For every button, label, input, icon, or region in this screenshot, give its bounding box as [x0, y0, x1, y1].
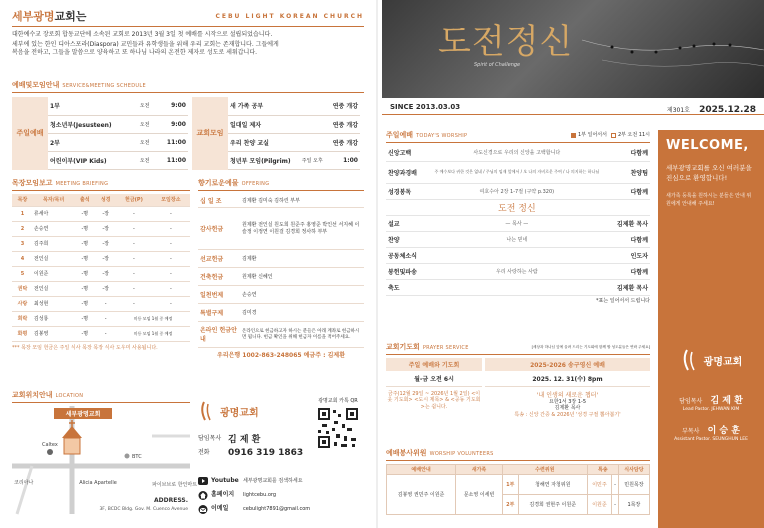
briefing-section: [12, 178, 190, 351]
schedule-title: 예배및모임안내: [12, 81, 60, 89]
worship-label: 주일예배: [12, 97, 48, 170]
location-section: [12, 390, 198, 514]
address-text: 3F, BCDC Bldg. Gov. M. Cuenco Avenue: [99, 507, 188, 512]
contact-links: [198, 474, 364, 516]
briefing-title: 목장모임보고: [12, 179, 53, 187]
briefing-table: [12, 194, 190, 342]
briefing-row: 권탁 전인실 -명 -장 - -: [12, 281, 190, 296]
link-label: 홈페이지: [211, 491, 235, 499]
contact-section: [198, 394, 364, 524]
briefing-header: 목장 목자/목녀 출석 성경 헌금(P) 모임장소: [12, 194, 190, 206]
legend-swatch-icon: [611, 133, 616, 138]
cover-image: [382, 0, 764, 98]
cover-title: 도전정신: [438, 22, 574, 62]
volunteer-row: 2부 김경희 권현주 이원준 이원준 - 1목장: [387, 495, 650, 515]
church-intro: [12, 8, 364, 56]
legend-item: 2부 오전 11시: [617, 131, 650, 138]
caltex-marker-icon: [47, 449, 53, 455]
welcome-panel: [658, 130, 764, 528]
map-label: Alicia Apartelle: [79, 480, 117, 486]
offering-section: [198, 178, 364, 359]
prayer-box-line: 김제환 목사: [554, 405, 581, 412]
meeting-row: 청년부 모임(Pilgrim) 주일 오후 1:00: [228, 151, 360, 169]
email-link[interactable]: [198, 502, 364, 516]
meeting-table: [228, 97, 360, 170]
welcome-assoc-name: 이 승 훈: [707, 426, 740, 437]
volunteer-header: 예배안내 새가족 수련위원 특송 식사담당: [387, 465, 650, 475]
church-title-name: 세부광명: [12, 10, 55, 23]
welcome-title: WELCOME,: [666, 138, 749, 153]
meeting-row: 일대일 제자 연중 개강: [228, 115, 360, 133]
welcome-pastor-label: 담임목사: [679, 398, 703, 406]
prayer-title-en: PRAYER SERVICE: [422, 345, 469, 351]
intro-line: 복음을 전하고, 그들을 말씀으로 양육하고 또 하나님 나라의 온전한 제자로 성도로 세워갑니다.: [12, 48, 258, 56]
map-label: 파이브브로 한인마트: [152, 482, 198, 488]
schedule-section: [12, 80, 364, 170]
briefing-row: 3 김주희 -명 -장 - -: [12, 236, 190, 251]
briefing-title-en: MEETING BRIEFING: [55, 181, 109, 187]
briefing-row: 2 손승연 -명 -장 - -: [12, 221, 190, 236]
meeting-row: 우리 찬양 교실 연중 개강: [228, 133, 360, 151]
prayer-box-title: 2025-2026 송구영신 예배: [485, 358, 650, 371]
prayer-box-daily: [386, 358, 482, 418]
map-label: Caltex: [42, 442, 58, 448]
order-title: 주일예배: [386, 131, 414, 139]
worship-row: 어린이부(VIP Kids) 오전 11:00: [48, 151, 188, 169]
worship-row: 1부 오전 9:00: [48, 97, 188, 115]
briefing-row: 화평 김봉영 -명 - 미등 모임 1월 중 예정: [12, 326, 190, 341]
prayer-box-heading: '내 인생의 새로운 챕터': [536, 392, 599, 399]
order-row: 신앙고백 사도신경으로 우리의 신앙을 고백합니다 다함께: [386, 145, 650, 161]
prayer-box-title: 주일 예배와 기도회: [386, 358, 482, 371]
order-row: 도전 정신: [386, 199, 650, 215]
briefing-note: *** 목장 모임 헌금은 주일 식사 목장 목장 식사 도우미 사용됩니다.: [12, 344, 158, 351]
link-label: Youtube: [211, 477, 239, 485]
location-map[interactable]: [12, 406, 198, 514]
youtube-link[interactable]: [198, 474, 364, 488]
homepage-link[interactable]: [198, 488, 364, 502]
since-date: SINCE 2013.03.03: [390, 102, 461, 111]
volunteer-row: 김봉영 권민주 이원준 문소영 이세빈 1부 청해연 자청위원 이민주 - 민원목장: [387, 475, 650, 495]
order-title-en: TODAY'S WORSHIP: [416, 133, 468, 139]
location-title: 교회위치안내: [12, 391, 53, 399]
offering-row: 특별구제 김미경: [198, 303, 364, 321]
welcome-subtext: 새가족 등록을 원하시는 분들은 안내 위원에게 안내해 주세요!: [666, 193, 752, 207]
briefing-row: 1 류세아 -명 -장 - -: [12, 206, 190, 221]
meeting-row: 새 가족 공부 연중 개강: [228, 97, 360, 115]
offering-row: 온라인 헌금안내 온라인으로 헌금하고자 하시는 분들은 아래 계좌로 헌금하시면 됩니다. 헌금 확인을 위해 헌금자 이름을 적어주세요.: [198, 321, 364, 347]
prayer-box-time: 2025. 12. 31(수) 8pm: [485, 371, 650, 387]
welcome-logo: [666, 348, 756, 372]
map-pin-text: 세부광명교회: [65, 411, 101, 418]
church-name-en: CEBU LIGHT KOREAN CHURCH: [215, 12, 364, 20]
address-label: ADDRESS.: [154, 497, 188, 504]
legend-item: 1부 일어서서: [578, 131, 607, 138]
schedule-title-en: SERVICE&MEETING SCHEDULE: [62, 83, 146, 89]
page-fold-divider: [376, 0, 378, 528]
pastor-label: 담임목사: [198, 434, 222, 442]
prayer-box-line: 특송 : 신앙 간증 & 2026년 '성경 구절 뽑아봅기': [514, 411, 621, 418]
kakao-qr-code[interactable]: [316, 406, 360, 450]
volunteer-title: 예배봉사위원: [386, 449, 427, 457]
offering-title: 향기로운예물: [198, 179, 239, 187]
prayer-title: 교회기도회: [386, 343, 420, 351]
welcome-assoc-en: Assistant Pastor. SEUNGHUN LEE: [674, 437, 748, 443]
issue-number: 제301호: [666, 107, 690, 114]
link-value: lightcebu.org: [243, 491, 277, 498]
offering-row: 건축헌금 원제환 신혜인: [198, 267, 364, 285]
btc-marker-icon: [125, 454, 130, 459]
worship-order-section: [386, 130, 650, 304]
volunteer-title-en: WORSHIP VOLUNTEERS: [429, 451, 494, 457]
welcome-pastor-name: 김 제 환: [710, 396, 743, 407]
email-icon: [198, 505, 208, 514]
prayer-box-text: 금주(12월 29일 ~ 2026년 1월 2일) <이웃 기도회> <도시 제목> & <공동 기도회>는 쉽니다.: [387, 391, 481, 410]
prayer-box-newyear: [485, 358, 650, 418]
phone-label: 전화: [198, 449, 210, 457]
welcome-text: 세부광명교회를 오신 여러분을 진심으로 환영합니다!: [666, 164, 752, 183]
volunteer-section: [386, 448, 650, 515]
order-table: [386, 145, 650, 296]
order-row: 설교 — 목사 — 김제환 목사: [386, 215, 650, 231]
location-title-en: LOCATION: [55, 393, 84, 399]
prayer-intro: [세상과 하나님 앞에 올려 드리는 기도회에 함께 할 성도분들은 연락 주세요]: [531, 344, 650, 349]
prayer-section: [386, 342, 650, 418]
worship-row: 2부 오전 11:00: [48, 133, 188, 151]
offering-table: [198, 194, 364, 348]
order-row: 축도 김제환 목사: [386, 279, 650, 295]
order-row: 찬양 나는 믿네 다함께: [386, 231, 650, 247]
church-title-suffix: 교회는: [54, 10, 87, 23]
offering-row: 감사헌금 원제환 전인실 원도희 원준주 홍영준 박인선 서지혜 이슬정 이정연 이원걸 김경희 정사하 부부: [198, 207, 364, 249]
bank-account: 우리은행 1002-863-248065 예금주 : 김제환: [217, 351, 345, 359]
worship-row: 청소년부(Jesusteen) 오전 9:00: [48, 115, 188, 133]
offering-row: 일천번제 손승연: [198, 285, 364, 303]
welcome-pastor-en: Lead Pastor. JEHWAN KIM: [682, 407, 740, 413]
phone-number[interactable]: 0916 319 1863: [228, 448, 304, 458]
briefing-row: 희락 김성룡 -명 - 미등 모임 1월 중 예정: [12, 311, 190, 326]
cover-subtitle: Spirit of Challenge: [474, 62, 521, 68]
briefing-row: 5 이원준 -명 -장 - -: [12, 266, 190, 281]
welcome-logo-text: 광명교회: [703, 356, 743, 368]
order-row: 성경봉독 여호수아 2장 1-7절 (구약 p.320) 다함께: [386, 183, 650, 199]
church-logo-icon: [680, 348, 702, 372]
map-label: BTC: [132, 454, 142, 460]
offering-row: 선교헌금 김제환: [198, 249, 364, 267]
link-label: 이메일: [211, 505, 229, 513]
youtube-icon: [198, 477, 208, 485]
meeting-label: 교회모임: [192, 97, 228, 170]
church-building-icon: [62, 420, 82, 454]
worship-table: [48, 97, 188, 170]
intro-line: 대한예수교 장로회 합동교단에 소속된 교회로 2013년 3월 3일 첫 예배를 시작으로 설립되었습니다.: [12, 31, 273, 38]
issue-bar: [382, 99, 764, 115]
home-icon: [198, 491, 208, 500]
offering-row: 십 일 조 김제환 김미숙 김하린 부부: [198, 194, 364, 207]
order-row: 봉헌및파송 우리 사랑하는 사람 다함께: [386, 263, 650, 279]
briefing-row: 4 전인실 -명 -장 - -: [12, 251, 190, 266]
order-row: 찬양과경배 주 예수보다 귀한 것은 없네 / 주님의 임재 앞에서 / 오 나의 자비로운 주여 / 나 의지하는 하나님 찬양팀: [386, 161, 650, 183]
issue-date: 2025.12.28: [699, 105, 756, 115]
church-logo-text: 광명교회: [220, 407, 259, 419]
volunteer-table: [386, 464, 650, 515]
order-row: 공동체소식 인도자: [386, 247, 650, 263]
pastor-name: 김 제 환: [228, 435, 261, 445]
link-value: 세부광명교회를 검색하세요: [243, 477, 303, 484]
welcome-assoc-label: 부목사: [682, 428, 700, 436]
intro-line: 세부에 있는 한인 디아스포라(Diaspora) 교민들과 유학생들을 위해 우리 교회는 존재합니다. 그들에게: [12, 40, 279, 48]
church-logo-icon: [198, 400, 218, 422]
qr-label: 광명교회 카톡 QR: [318, 398, 358, 404]
briefing-row: 사랑 최성현 -명 - - -: [12, 296, 190, 311]
legend-swatch-icon: [571, 133, 576, 138]
map-label: 코리아나: [14, 480, 34, 486]
offering-title-en: OFFERING: [241, 181, 270, 187]
prayer-box-line: 요한1서 3장 1-5: [548, 399, 587, 405]
link-value: cebulight7891@gmail.com: [243, 505, 311, 512]
order-note: *표는 일어서서 드립니다: [596, 297, 650, 304]
prayer-box-time: 월-금 오전 6시: [386, 371, 482, 387]
